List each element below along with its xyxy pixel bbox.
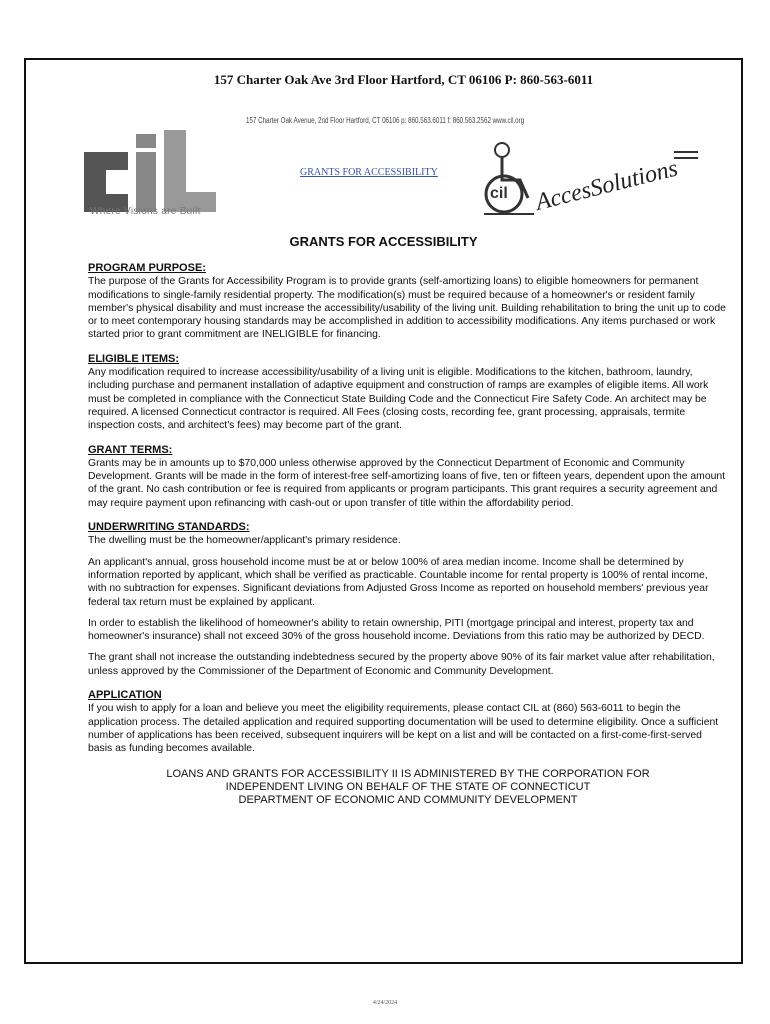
small-address: 157 Charter Oak Avenue, 2nd Floor Hartford, CT 06106 p: 860.563.6011 f: 860.563.2562 www.cil.org [246, 116, 525, 125]
footer-note [88, 768, 728, 807]
underwriting-heading: UNDERWRITING STANDARDS: [88, 521, 250, 534]
address-line: 157 Charter Oak Ave 3rd Floor Hartford, CT 06106 P: 860-563-6011 [213, 72, 594, 87]
logo-i-block [136, 152, 156, 212]
logo-caption: Where Visions are Built [90, 206, 201, 217]
document-title: GRANTS FOR ACCESSIBILITY [289, 234, 478, 249]
accessolutions-text: AccesSolutions [533, 155, 681, 216]
application-text: If you wish to apply for a loan and believe you meet the eligibility requirements, please contact CIL at (860) 563-6011 to begin the application process. The detailed application and required supporting documentation will be used to determine eligibility. Once a sufficient number of applications has been received, subsequent inquirers will be kept on a list and will be contacted on a first-come-first-served basis as funding becomes available. [88, 703, 719, 755]
footer-line-2: INDEPENDENT LIVING ON BEHALF OF THE STATE OF CONNECTICUT [225, 780, 591, 793]
document-body [88, 262, 728, 807]
grants-link[interactable]: GRANTS FOR ACCESSIBILITY [300, 167, 438, 178]
print-date: 4/24/2024 [372, 1000, 398, 1006]
logo-l-block [164, 130, 186, 212]
terms-text: Grants may be in amounts up to $70,000 unless otherwise approved by the Connecticut Department of Economic and Community Development. Grants will be made in the form of interest-free self-amortizing loans of five, ten or fifteen years, dependent upon the amount of the grant. No cash contribution or fee is required from applicants or program participants. This grant requires a security agreement and may require payment upon refinancing with cash-out or upon transfer of title within the affordability period. [88, 457, 726, 509]
eligible-text: Any modification required to increase accessibility/usability of a living unit is eligible. Modifications to the kitchen, bathroom, laundry, including purchase and permanent installation of adaptive equipment and construction of ramps are examples of eligible items. All work must be completed in compliance with the Connecticut State Building Code and the Connecticut Fire Safety Code. An architect may be required. A licensed Connecticut contractor is required. All Fees (closing costs, recording fee, grant processing, appraisals, termite inspection costs, and architect's fees) may become part of the grant. [88, 367, 709, 432]
underwriting-p1: The dwelling must be the homeowner/applicant's primary residence. [88, 535, 401, 547]
accessolutions-logo [474, 132, 704, 222]
purpose-text: The purpose of the Grants for Accessibility Program is to provide grants (self-amortizing loans) to eligible homeowners for permanent modifications to single-family residential property. The modification(s) must be required because of a homeowner's or resident family member's physical disability and must increase the accessibility/usability of the living unit. Building rehabilitation to bring the unit up to code or to meet contemporary housing standards may be accomplished in addition to accessibility modifications. Any items purchased or work started prior to grant commitment are INELIGIBLE for financing. [88, 276, 726, 341]
page-frame [24, 58, 743, 964]
svg-text:cil: cil [490, 185, 508, 202]
footer-line-3: DEPARTMENT OF ECONOMIC AND COMMUNITY DEVELOPMENT [238, 793, 578, 806]
underwriting-p2: An applicant's annual, gross household income must be at or below 100% of area median income. Income shall be determined by information reported by applicant, which shall be verified as practicable. Countable income for rental property is 100% of rental income, with no subtraction for expenses. Significant deviations from Adjusted Gross Income as reported on household members' previous year federal tax return must be explained by applicant. [88, 556, 709, 608]
purpose-heading: PROGRAM PURPOSE: [88, 262, 206, 274]
logo-text: cil [224, 216, 225, 217]
underwriting-p3: In order to establish the likelihood of homeowner's ability to retain ownership, PITI (mortgage principal and interest, property tax and homeowner's insurance) shall not exceed 30% of the gross household income. Deviations from this ratio may be authorized by DECD. [88, 617, 705, 643]
wheelchair-icon [495, 143, 509, 157]
application-heading: APPLICATION [88, 689, 162, 702]
footer-line-1: LOANS AND GRANTS FOR ACCESSIBILITY II IS ADMINISTERED BY THE CORPORATION FOR [166, 767, 650, 780]
underwriting-p4: The grant shall not increase the outstanding indebtedness secured by the property above 90% of its fair market value after rehabilitation, unless approved by the Commissioner of the Department of Economic and Community Development. [88, 652, 715, 677]
eligible-heading: ELIGIBLE ITEMS: [88, 352, 180, 365]
terms-heading: GRANT TERMS: [88, 443, 173, 456]
